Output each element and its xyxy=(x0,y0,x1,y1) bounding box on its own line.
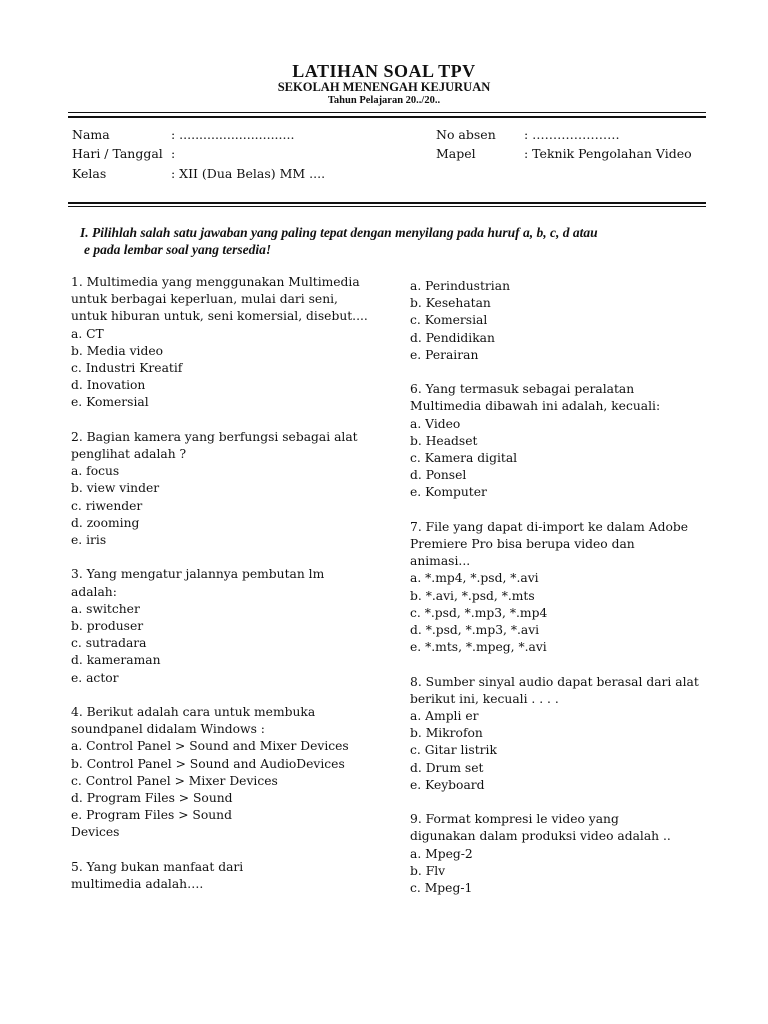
answer-option: b. Kesehatan xyxy=(410,296,491,311)
mapel-label: Mapel xyxy=(436,146,476,161)
nama-label: Nama xyxy=(72,127,110,142)
answer-option: b. Media video xyxy=(71,343,164,358)
answer-option: d. *.psd, *.mp3, *.avi xyxy=(410,623,540,638)
kelas-value: : XII (Dua Belas) MM .... xyxy=(171,166,326,181)
instruction-line: I. Pilihlah salah satu jawaban yang paling tepat dengan menyilang pada huruf a, b, c, d atau xyxy=(80,225,598,240)
question-block xyxy=(71,274,371,412)
answer-option: d. Ponsel xyxy=(410,468,467,483)
answer-option: d. zooming xyxy=(71,515,140,530)
question-block xyxy=(410,278,710,364)
no-absen-label: No absen xyxy=(436,127,496,142)
answer-option: Devices xyxy=(71,825,120,840)
question-text: Multimedia dibawah ini adalah, kecuali: xyxy=(410,399,661,414)
answer-option: a. Ampli er xyxy=(410,709,479,724)
answer-option: a. Video xyxy=(410,416,461,431)
answer-option: d. Inovation xyxy=(71,378,146,393)
question-text: animasi... xyxy=(410,554,471,569)
answer-option: d. Drum set xyxy=(410,760,484,775)
question-text: adalah: xyxy=(71,584,117,599)
answer-option: c. Gitar listrik xyxy=(410,743,497,758)
academic-year: Tahun Pelajaran 20../20.. xyxy=(327,95,441,106)
info-divider-thick xyxy=(68,202,706,204)
no-absen-value: : ………………… xyxy=(524,127,620,142)
answer-option: c. *.psd, *.mp3, *.mp4 xyxy=(410,605,548,620)
question-text: penglihat adalah ? xyxy=(71,447,187,462)
answer-option: e. Keyboard xyxy=(410,777,485,792)
answer-option: c. Control Panel > Mixer Devices xyxy=(71,773,278,788)
answer-option: e. Komersial xyxy=(71,395,149,410)
question-block xyxy=(410,519,710,657)
page-title: LATIHAN SOAL TPV xyxy=(292,61,476,81)
answer-option: e. *.mts, *.mpeg, *.avi xyxy=(410,640,547,655)
answer-option: e. iris xyxy=(71,533,107,548)
mapel-value: : Teknik Pengolahan Video xyxy=(524,146,692,161)
question-text: multimedia adalah…. xyxy=(71,877,204,892)
question-text: soundpanel didalam Windows : xyxy=(71,722,265,737)
instructions xyxy=(80,224,690,258)
answer-option: e. Komputer xyxy=(410,485,487,500)
answer-option: a. focus xyxy=(71,464,120,479)
question-text: 6. Yang termasuk sebagai peralatan xyxy=(410,382,635,397)
question-text: 1. Multimedia yang menggunakan Multimedia xyxy=(71,275,360,289)
question-text: 9. Format kompresi le video yang xyxy=(410,812,619,827)
answer-option: b. view vinder xyxy=(71,481,160,496)
answer-option: b. Mikrofon xyxy=(410,726,483,741)
answer-option: e. actor xyxy=(71,670,119,685)
answer-option: d. Program Files > Sound xyxy=(71,791,233,806)
info-divider-thin xyxy=(68,206,706,207)
question-text: untuk hiburan untuk, seni komersial, disebut.... xyxy=(71,309,368,324)
answer-option: c. Komersial xyxy=(410,313,488,328)
question-text: berikut ini, kecuali . . . . xyxy=(410,691,559,706)
answer-option: b. produser xyxy=(71,619,144,634)
question-text: digunakan dalam produksi video adalah .. xyxy=(410,829,671,844)
answer-option: a. Mpeg-2 xyxy=(410,846,473,861)
question-block xyxy=(410,674,710,794)
answer-option: a. Perindustrian xyxy=(410,279,510,293)
answer-option: c. Kamera digital xyxy=(410,451,518,466)
question-text: 4. Berikut adalah cara untuk membuka xyxy=(71,705,316,720)
answer-option: b. Control Panel > Sound and AudioDevices xyxy=(71,756,345,771)
answer-option: a. Control Panel > Sound and Mixer Devices xyxy=(71,739,349,754)
answer-option: c. riwender xyxy=(71,498,143,513)
header-divider-thin xyxy=(68,112,706,113)
right-question-column xyxy=(410,278,710,914)
question-text: 2. Bagian kamera yang berfungsi sebagai alat xyxy=(71,429,358,444)
question-block xyxy=(71,566,371,686)
header-divider-thick xyxy=(68,116,706,118)
answer-option: d. kameraman xyxy=(71,653,161,668)
answer-option: b. Flv xyxy=(410,863,446,878)
hari-tanggal-value: : xyxy=(171,146,176,161)
question-text: 8. Sumber sinyal audio dapat berasal dari alat xyxy=(410,674,699,689)
kelas-label: Kelas xyxy=(72,166,107,181)
answer-option: c. Mpeg-1 xyxy=(410,881,473,896)
question-block xyxy=(71,859,371,893)
answer-option: c. sutradara xyxy=(71,636,147,651)
question-block xyxy=(71,704,371,842)
answer-option: c. Industri Kreatif xyxy=(71,361,183,376)
instruction-line: e pada lembar soal yang tersedia! xyxy=(84,242,272,257)
nama-value: : ............................. xyxy=(171,127,295,142)
question-block xyxy=(71,429,371,549)
question-text: 3. Yang mengatur jalannya pembutan lm xyxy=(71,567,325,582)
answer-option: a. CT xyxy=(71,326,104,341)
answer-option: a. switcher xyxy=(71,601,140,616)
school-name: SEKOLAH MENENGAH KEJURUAN xyxy=(277,80,491,94)
question-block xyxy=(410,811,710,897)
answer-option: e. Program Files > Sound xyxy=(71,808,232,823)
answer-option: a. *.mp4, *.psd, *.avi xyxy=(410,571,539,586)
question-text: 7. File yang dapat di-import ke dalam Adobe xyxy=(410,519,688,534)
answer-option: d. Pendidikan xyxy=(410,330,495,345)
hari-tanggal-label: Hari / Tanggal xyxy=(72,146,163,161)
answer-option: b. Headset xyxy=(410,433,478,448)
left-question-column xyxy=(71,274,371,910)
question-text: untuk berbagai keperluan, mulai dari seni, xyxy=(71,292,338,307)
answer-option: e. Perairan xyxy=(410,347,479,362)
question-block xyxy=(410,381,710,501)
answer-option: b. *.avi, *.psd, *.mts xyxy=(410,588,535,603)
question-text: 5. Yang bukan manfaat dari xyxy=(71,859,244,874)
question-text: Premiere Pro bisa berupa video dan xyxy=(410,537,635,552)
